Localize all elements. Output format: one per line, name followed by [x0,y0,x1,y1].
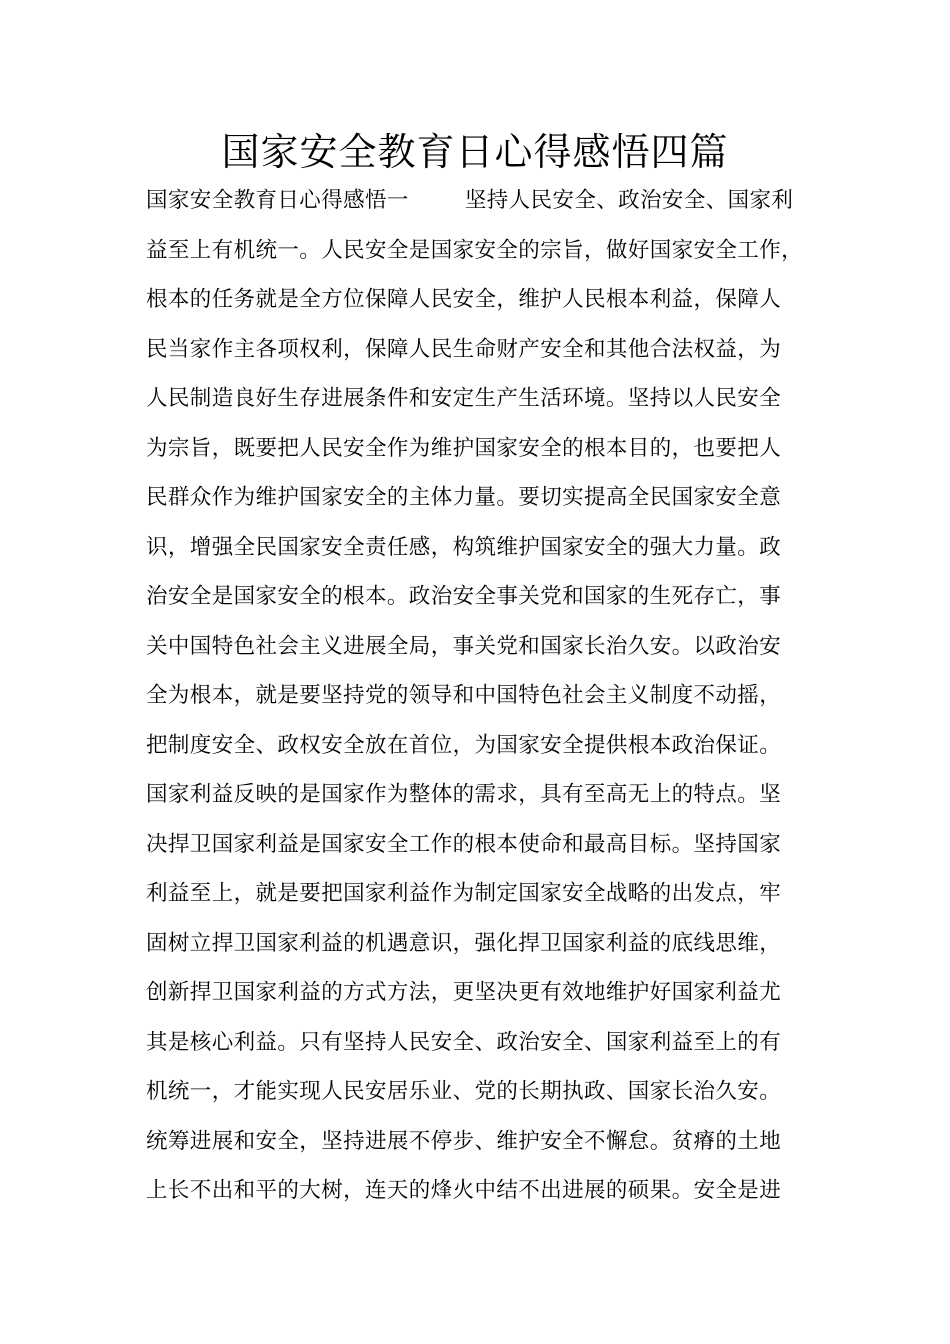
paragraph-line: 把制度安全、政权安全放在首位，为国家安全提供根本政治保证。 [146,732,782,758]
paragraph-line: 固树立捍卫国家利益的机遇意识，强化捍卫国家利益的底线思维， [146,930,782,956]
document-body [146,184,826,1224]
paragraph-line: 坚持人民安全、政治安全、国家利 [464,188,794,213]
section-heading: 国家安全教育日心得感悟一 [146,188,409,213]
paragraph-line: 益至上有机统一。人民安全是国家安全的宗旨，做好国家安全工作， [146,237,804,263]
paragraph-line: 关中国特色社会主义进展全局，事关党和国家长治久安。以政治安 [146,633,782,659]
paragraph-line: 创新捍卫国家利益的方式方法，更坚决更有效地维护好国家利益尤 [146,980,782,1005]
paragraph-line: 统筹进展和安全，坚持进展不停步、维护安全不懈怠。贫瘠的土地 [146,1128,782,1154]
paragraph-line: 国家利益反映的是国家作为整体的需求，具有至高无上的特点。坚 [146,782,782,807]
paragraph-line: 其是核心利益。只有坚持人民安全、政治安全、国家利益至上的有 [146,1029,782,1055]
paragraph-line: 决捍卫国家利益是国家安全工作的根本使命和最高目标。坚持国家 [146,831,782,857]
paragraph-line: 上长不出和平的大树，连天的烽火中结不出进展的硕果。安全是进 [146,1178,782,1203]
text-line-1 [146,184,826,234]
paragraph-line: 为宗旨，既要把人民安全作为维护国家安全的根本目的，也要把人 [146,435,782,461]
paragraph-line: 人民制造良好生存进展条件和安定生产生活环境。坚持以人民安全 [146,386,782,411]
paragraph-line: 治安全是国家安全的根本。政治安全事关党和国家的生死存亡，事 [146,584,782,609]
paragraph-line: 机统一，才能实现人民安居乐业、党的长期执政、国家长治久安。 [146,1079,782,1104]
paragraph-line: 全为根本，就是要坚持党的领导和中国特色社会主义制度不动摇， [146,683,782,708]
paragraph-line: 识，增强全民国家安全责任感，构筑维护国家安全的强大力量。政 [146,534,782,560]
paragraph-line: 利益至上，就是要把国家利益作为制定国家安全战略的出发点，牢 [146,881,782,906]
paragraph-line: 根本的任务就是全方位保障人民安全，维护人民根本利益，保障人 [146,287,782,312]
document-title: 国家安全教育日心得感悟四篇 [221,130,729,174]
paragraph-line: 民群众作为维护国家安全的主体力量。要切实提高全民国家安全意 [146,485,782,510]
paragraph-line: 民当家作主各项权利，保障人民生命财产安全和其他合法权益，为 [146,336,782,362]
